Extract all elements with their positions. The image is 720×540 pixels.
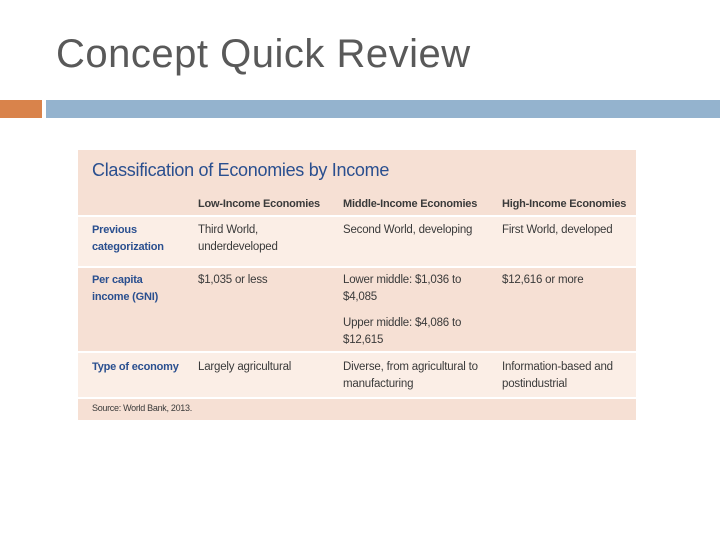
row-header-type-of-economy: Type of economy: [92, 361, 179, 373]
income-classification-table: [78, 150, 636, 420]
column-header-low-income: Low-Income Economies: [198, 198, 320, 210]
table-cell: Third World, underdeveloped: [198, 224, 278, 253]
table-title: Classification of Economies by Income: [92, 160, 390, 180]
row-divider: [78, 397, 636, 399]
row-header-previous-categorization: Previous categorization: [92, 224, 164, 253]
accent-bar-blue: [46, 100, 720, 118]
accent-bar-orange: [0, 100, 42, 118]
table-cell: First World, developed: [502, 224, 613, 236]
table-cell: Upper middle: $4,086 to $12,615: [343, 317, 462, 346]
table-cell: Largely agricultural: [198, 361, 292, 373]
table-cell: Second World, developing: [343, 224, 473, 236]
table-cell: Information-based and postindustrial: [502, 361, 613, 390]
row-divider: [78, 215, 636, 217]
table-cell: Lower middle: $1,036 to $4,085: [343, 274, 462, 303]
row-header-per-capita-income: Per capita income (GNI): [92, 274, 159, 303]
row-divider: [78, 351, 636, 353]
table-cell: Diverse, from agricultural to manufacturing: [343, 361, 478, 390]
table-source-note: Source: World Bank, 2013.: [92, 403, 192, 413]
column-header-middle-income: Middle-Income Economies: [343, 198, 478, 210]
table-cell: $1,035 or less: [198, 274, 268, 286]
row-divider: [78, 266, 636, 268]
table-cell: $12,616 or more: [502, 274, 584, 286]
column-header-high-income: High-Income Economies: [502, 198, 627, 210]
slide-title: Concept Quick Review: [56, 32, 471, 76]
